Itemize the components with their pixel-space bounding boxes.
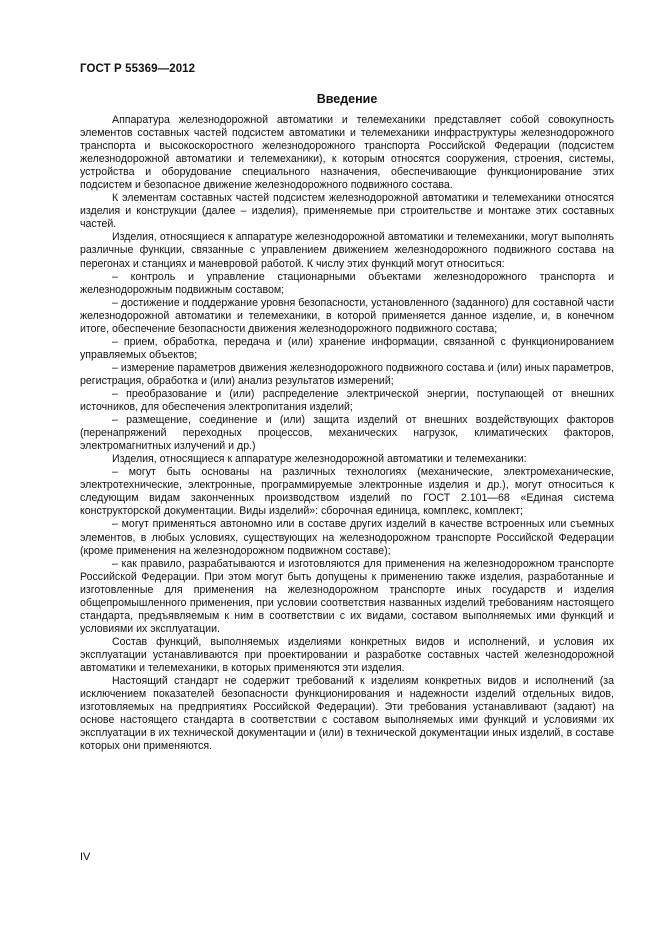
list-item: – преобразование и (или) распределение электрической энергии, поступающей от внешних источников, для обеспечения электропитания изделий;: [80, 387, 614, 414]
paragraph: Аппаратура железнодорожной автоматики и телемеханики представляет собой совокупность элементов составных частей подсистем автоматики и телемеханики инфраструктуры железнодорожного транспорта и высокоскоростного железнодорожного транспорта Российской Федерации (подсистем железнодорожной автоматики и телемеханики), к которым относятся сооружения, строения, системы, устройства и оборудование специального назначения, обеспечивающие функционирование этих подсистем и безопасное движение железнодорожного подвижного состава.: [80, 114, 614, 192]
page-number: IV: [80, 851, 91, 863]
list-item: – размещение, соединение и (или) защита изделий от внешних воздействующих факторов (перенапряжений переходных процессов, механических нагрузок, климатических факторов, электромагнитных излучений и др.): [80, 414, 614, 453]
list-item: – могут применяться автономно или в составе других изделий в качестве встроенных или съемных элементов, в любых условиях, существующих на железнодорожном транспорте Российской Федерации (кроме применения на железнодорожном подвижном составе);: [80, 518, 614, 557]
list-item: – контроль и управление стационарными объектами железнодорожного транспорта и железнодорожным подвижным составом;: [80, 270, 614, 296]
paragraph: Настоящий стандарт не содержит требований к изделиям конкретных видов и исполнений (за исключением показателей безопасности функционирования и надежности изделий отдельных видов, изготовляемых на предприятиях Российской Федерации). Эти требования устанавливают (задают) на основе настоящего стандарта в соответствии с составом выполняемых ими функций и условиями их эксплуатации в их технической документации и (или) в технической документации иных изделий, в составе которых они применяются.: [80, 675, 614, 753]
list-item: – прием, обработка, передача и (или) хранение информации, связанной с функционированием управляемых объектов;: [80, 335, 614, 361]
document-body: [80, 114, 614, 753]
list-item: – достижение и поддержание уровня безопасности, установленного (заданного) для составной части железнодорожной автоматики и телемеханики, в которой применяется данное изделие, и, в конечном итоге, обеспечение безопасности движения железнодорожного подвижного состава;: [80, 296, 614, 335]
list-item: – могут быть основаны на различных технологиях (механические, электромеханические, электротехнические, электронные, программируемые электронные изделия и др.), могут относиться к следующим видам законченных производством изделий по ГОСТ 2.101—68 «Единая система конструкторской документации. Виды изделий»: сборочная единица, комплекс, комплект;: [80, 466, 614, 518]
paragraph: Состав функций, выполняемых изделиями конкретных видов и исполнений, и условия их эксплуатации устанавливаются при проектировании и разработке составных частей железнодорожной автоматики и телемеханики, в которых применяются эти изделия.: [80, 635, 614, 674]
list-item: – измерение параметров движения железнодорожного подвижного состава и (или) иных параметров, регистрация, обработка и (или) анализ результатов измерений;: [80, 361, 614, 387]
page-title: Введение: [316, 92, 378, 106]
paragraph: К элементам составных частей подсистем железнодорожной автоматики и телемеханики относятся изделия и конструкции (далее – изделия), применяемые при строительстве и монтаже этих составных частей.: [80, 192, 614, 231]
list-item: – как правило, разрабатываются и изготовляются для применения на железнодорожном транспорте Российской Федерации. При этом могут быть допущены к применению также изделия, разработанные и изготовленные для применения на железнодорожном транспорте иных государств и изделия общепромышленного применения, при условии соответствия названных изделий требованиям настоящего стандарта, предъявляемым к ним в соответствии с их видами, составом выполняемых ими функций и условиями их эксплуатации.: [80, 557, 614, 635]
paragraph: Изделия, относящиеся к аппаратуре железнодорожной автоматики и телемеханики:: [112, 453, 527, 466]
paragraph: Изделия, относящиеся к аппаратуре железнодорожной автоматики и телемеханики, могут выполнять различные функции, связанные с управлением движением железнодорожного подвижного состава на перегонах и станциях и маневровой работой. К числу этих функций могут относиться:: [80, 231, 614, 270]
document-header: ГОСТ Р 55369—2012: [80, 63, 196, 75]
